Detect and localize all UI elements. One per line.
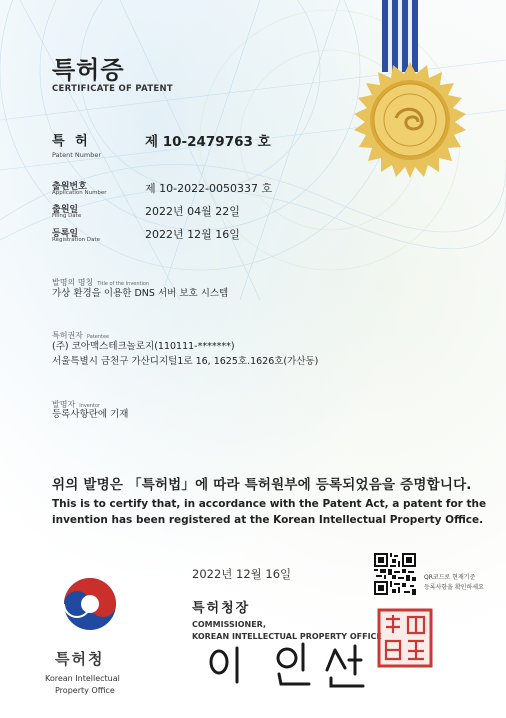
kipo-taegeuk-logo (58, 572, 122, 636)
kipo-name-en-2: Property Office (55, 686, 115, 695)
issue-date: 2022년 12월 16일 (192, 567, 292, 581)
patent-number-label-en: Patent Number (52, 151, 102, 159)
registration-date-label: 등록일 (52, 229, 79, 239)
certificate-title-en: CERTIFICATE OF PATENT (52, 84, 174, 94)
official-stamp-icon (376, 607, 434, 669)
application-number-label-en: Application Number (52, 190, 107, 196)
patentee-name: (주) 코아맥스테크놀로지(110111-*******) (52, 341, 235, 352)
qr-caption (424, 573, 484, 593)
inventor-value: 등록사항란에 기재 (52, 409, 129, 420)
commissioner-signature (195, 640, 375, 690)
filing-date-label: 출원일 (52, 205, 79, 215)
kipo-name-en-1: Korean Intellectual (45, 674, 120, 683)
certification-statement-en-2: invention has been registered at the Korean Intellectual Property Office. (52, 514, 484, 526)
qr-caption-line-1: QR코드로 현재기준 (424, 574, 476, 581)
certification-statement-ko: 위의 발명은 「특허법」에 따라 특허원부에 등록되었음을 증명합니다. (52, 477, 472, 493)
invention-label: 발명의 명칭 (52, 278, 94, 287)
inventor-label: 발명자 (52, 400, 76, 409)
application-number-label: 출원번호 (52, 182, 87, 192)
registration-date-label-en: Registration Date (52, 237, 101, 243)
gold-seal-icon (350, 60, 470, 180)
commissioner-title-en-2: KOREAN INTELLECTUAL PROPERTY OFFICE (192, 632, 382, 641)
certificate-title: 특허증 (52, 56, 125, 84)
kipo-name: 특허청 (55, 650, 105, 668)
patentee-label: 특허권자 (52, 331, 83, 340)
certification-statement-en-1: This is to certify that, in accordance with the Patent Act, a patent for the (52, 498, 487, 510)
application-number-value: 제 10-2022-0050337 호 (145, 182, 273, 195)
commissioner-title-en-1: COMMISSIONER, (192, 620, 267, 629)
invention-label-en: Title of the Invention (97, 281, 150, 287)
qr-caption-line-2: 등록사항을 확인하세요 (424, 584, 484, 591)
filing-date-label-en: Filing Date (52, 213, 82, 219)
patentee-address: 서울특별시 금천구 가산디지털1로 16, 1625호.1626호(가산동) (52, 356, 319, 367)
qr-code[interactable] (374, 553, 416, 595)
registration-date-value: 2022년 12월 16일 (145, 228, 240, 241)
filing-date-value: 2022년 04월 22일 (145, 205, 240, 218)
patent-number-value: 제 10-2479763 호 (145, 134, 271, 150)
patent-number-label: 특 허 (52, 134, 91, 149)
commissioner-title: 특허청장 (192, 601, 251, 616)
invention-title: 가상 환경을 이용한 DNS 서버 보호 시스템 (52, 288, 229, 299)
patentee-label-en: Patentee (86, 334, 110, 340)
inventor-label-en: Inventor (79, 403, 101, 409)
